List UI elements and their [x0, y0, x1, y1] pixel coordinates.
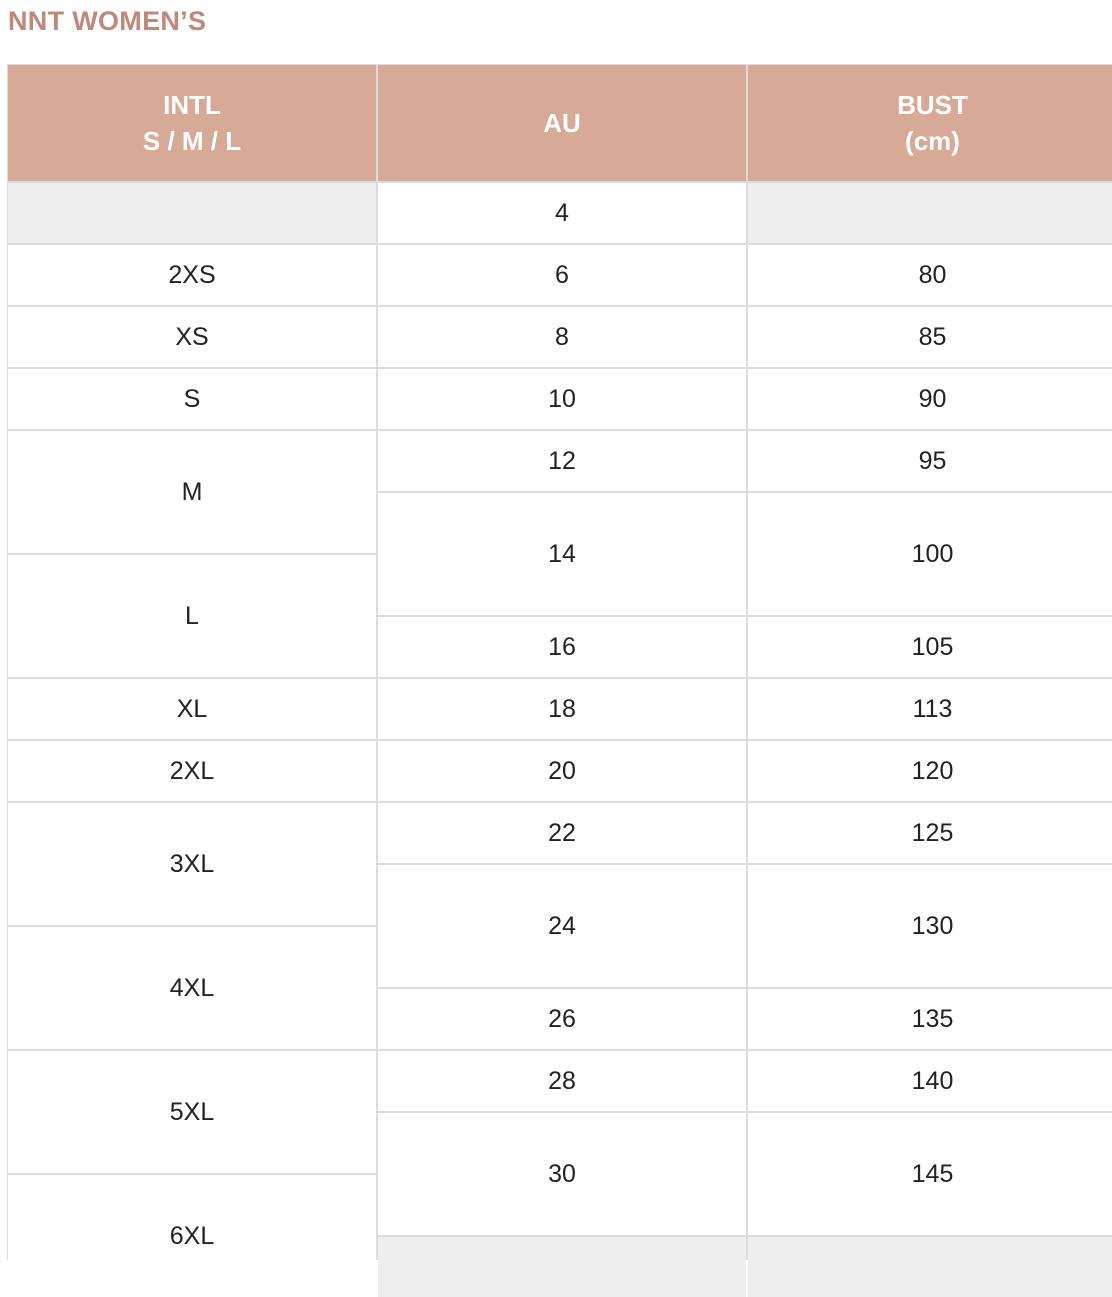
bust-cell: 113: [748, 679, 1112, 739]
au-cell: 6: [378, 245, 746, 305]
header-intl-line2: S / M / L: [142, 126, 242, 156]
au-cell: 26: [378, 989, 746, 1049]
au-cell: 10: [378, 369, 746, 429]
bust-cell: 130: [748, 865, 1112, 987]
header-bust: [748, 65, 1112, 181]
au-cell: 14: [378, 493, 746, 615]
intl-cell: 3XL: [8, 803, 376, 925]
bust-cell: 100: [748, 493, 1112, 615]
bust-cell-empty: [748, 1237, 1112, 1297]
bust-cell: 80: [748, 245, 1112, 305]
intl-cell: 6XL: [8, 1175, 376, 1297]
bust-cell: 95: [748, 431, 1112, 491]
header-intl: [8, 65, 376, 181]
header-intl-line1: INTL: [163, 90, 221, 120]
intl-cell: S: [8, 369, 376, 429]
header-au-label: AU: [543, 108, 581, 138]
au-cell: 24: [378, 865, 746, 987]
au-cell-empty: [378, 1237, 746, 1297]
intl-cell: XL: [8, 679, 376, 739]
au-cell: 22: [378, 803, 746, 863]
size-chart-table: [7, 64, 1112, 1260]
au-cell: 28: [378, 1051, 746, 1111]
au-cell: 20: [378, 741, 746, 801]
intl-cell: L: [8, 555, 376, 677]
intl-cell: M: [8, 431, 376, 553]
au-cell: 12: [378, 431, 746, 491]
intl-cell: 2XL: [8, 741, 376, 801]
bust-cell: 145: [748, 1113, 1112, 1235]
intl-cell: 5XL: [8, 1051, 376, 1173]
header-bust-line2: (cm): [905, 126, 960, 156]
bust-cell: 135: [748, 989, 1112, 1049]
bust-cell: 125: [748, 803, 1112, 863]
intl-cell: 4XL: [8, 927, 376, 1049]
bust-cell-empty: [748, 183, 1112, 243]
au-cell: 16: [378, 617, 746, 677]
bust-cell: 90: [748, 369, 1112, 429]
bust-cell: 105: [748, 617, 1112, 677]
bust-cell: 85: [748, 307, 1112, 367]
table-title: NNT WOMEN’S: [8, 6, 207, 36]
au-cell: 8: [378, 307, 746, 367]
au-cell: 18: [378, 679, 746, 739]
au-cell: 30: [378, 1113, 746, 1235]
bust-cell: 120: [748, 741, 1112, 801]
intl-cell: 2XS: [8, 245, 376, 305]
intl-cell: XS: [8, 307, 376, 367]
bust-cell: 140: [748, 1051, 1112, 1111]
header-au: [378, 65, 746, 181]
intl-cell-empty: [8, 183, 376, 243]
header-bust-line1: BUST: [897, 90, 968, 120]
au-cell: 4: [378, 183, 746, 243]
